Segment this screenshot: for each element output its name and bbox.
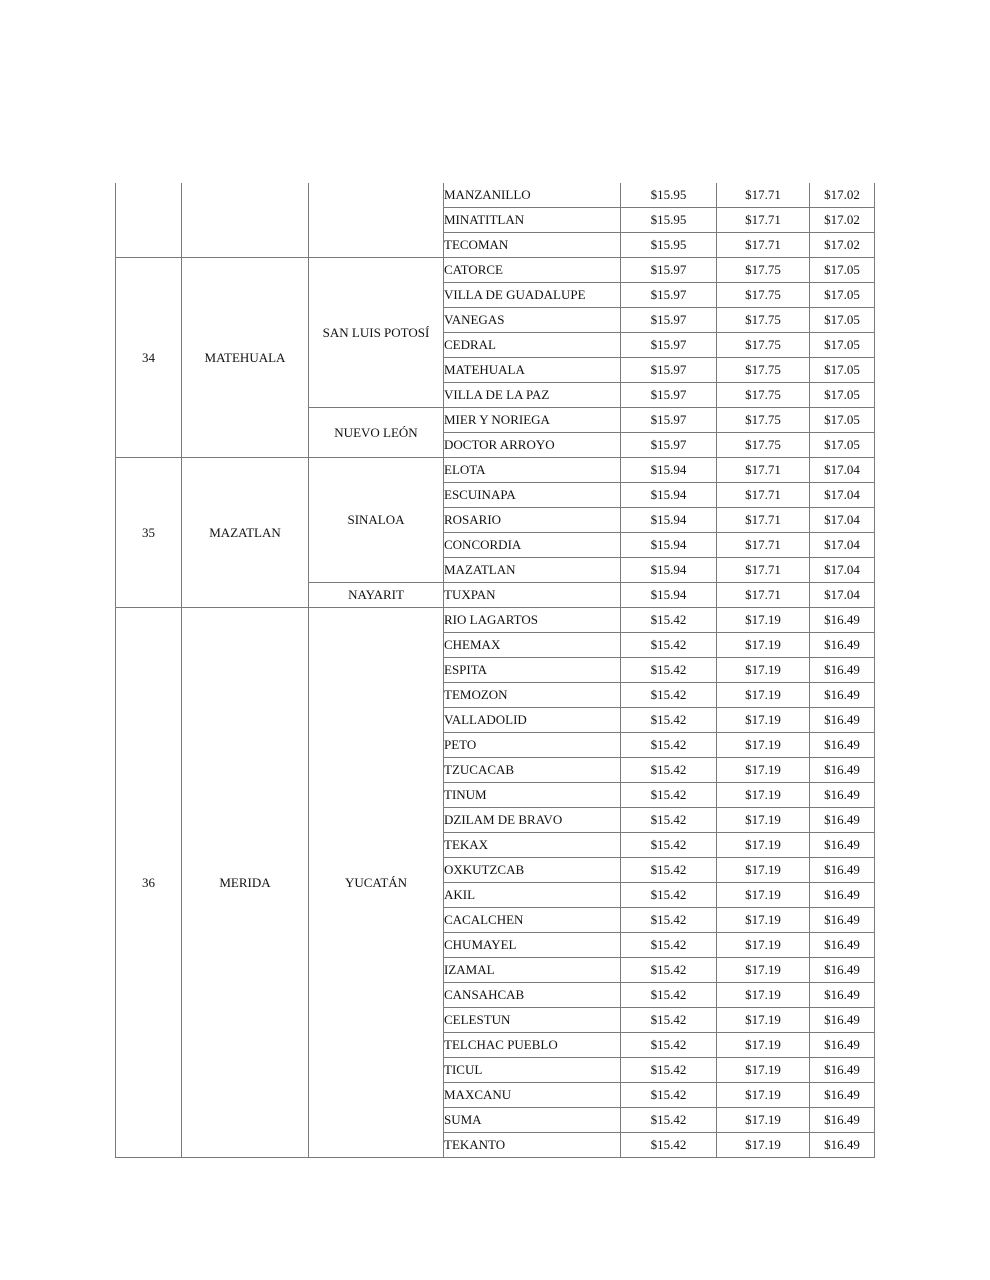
price-cell-3: $17.05 (810, 333, 875, 358)
price-cell-2: $17.75 (717, 333, 810, 358)
price-cell-1: $15.97 (621, 383, 717, 408)
price-cell-1: $15.42 (621, 683, 717, 708)
municipality-cell: PETO (444, 733, 621, 758)
price-cell-1: $15.42 (621, 733, 717, 758)
price-cell-1: $15.97 (621, 408, 717, 433)
municipality-cell: IZAMAL (444, 958, 621, 983)
price-cell-2: $17.19 (717, 808, 810, 833)
price-cell-1: $15.42 (621, 933, 717, 958)
price-cell-2: $17.75 (717, 283, 810, 308)
price-cell-2: $17.19 (717, 833, 810, 858)
table-row (116, 258, 875, 283)
table-row (116, 458, 875, 483)
municipality-cell: MAZATLAN (444, 558, 621, 583)
municipality-cell: ROSARIO (444, 508, 621, 533)
price-cell-2: $17.71 (717, 583, 810, 608)
municipality-cell: CHUMAYEL (444, 933, 621, 958)
price-table-body (116, 183, 875, 1158)
price-cell-1: $15.94 (621, 483, 717, 508)
price-cell-3: $16.49 (810, 1133, 875, 1158)
price-cell-3: $16.49 (810, 983, 875, 1008)
municipality-cell: TEMOZON (444, 683, 621, 708)
price-cell-1: $15.42 (621, 1083, 717, 1108)
price-cell-1: $15.42 (621, 1133, 717, 1158)
municipality-cell: RIO LAGARTOS (444, 608, 621, 633)
price-cell-1: $15.97 (621, 333, 717, 358)
municipality-cell: TECOMAN (444, 233, 621, 258)
price-cell-2: $17.19 (717, 658, 810, 683)
price-cell-1: $15.42 (621, 833, 717, 858)
price-cell-3: $17.04 (810, 533, 875, 558)
price-cell-3: $16.49 (810, 833, 875, 858)
price-cell-1: $15.97 (621, 258, 717, 283)
municipality-cell: TEKANTO (444, 1133, 621, 1158)
price-cell-1: $15.42 (621, 1108, 717, 1133)
price-cell-3: $16.49 (810, 783, 875, 808)
price-cell-2: $17.19 (717, 683, 810, 708)
price-cell-2: $17.71 (717, 533, 810, 558)
state-cell (309, 183, 444, 258)
municipality-cell: VILLA DE GUADALUPE (444, 283, 621, 308)
region-city-cell (182, 183, 309, 258)
municipality-cell: VILLA DE LA PAZ (444, 383, 621, 408)
price-cell-2: $17.19 (717, 1133, 810, 1158)
price-cell-2: $17.19 (717, 608, 810, 633)
state-cell: SINALOA (309, 458, 444, 583)
price-cell-1: $15.97 (621, 433, 717, 458)
price-cell-3: $16.49 (810, 958, 875, 983)
price-cell-3: $16.49 (810, 883, 875, 908)
municipality-cell: OXKUTZCAB (444, 858, 621, 883)
price-cell-1: $15.94 (621, 508, 717, 533)
municipality-cell: DZILAM DE BRAVO (444, 808, 621, 833)
price-cell-3: $17.02 (810, 233, 875, 258)
price-cell-2: $17.19 (717, 1108, 810, 1133)
price-cell-1: $15.95 (621, 208, 717, 233)
municipality-cell: CEDRAL (444, 333, 621, 358)
municipality-cell: CHEMAX (444, 633, 621, 658)
municipality-cell: TUXPAN (444, 583, 621, 608)
municipality-cell: ELOTA (444, 458, 621, 483)
municipality-cell: VANEGAS (444, 308, 621, 333)
price-cell-2: $17.19 (717, 633, 810, 658)
price-cell-2: $17.19 (717, 983, 810, 1008)
price-cell-1: $15.94 (621, 558, 717, 583)
price-cell-1: $15.42 (621, 958, 717, 983)
region-number-cell (116, 183, 182, 258)
price-cell-1: $15.95 (621, 183, 717, 208)
price-cell-1: $15.42 (621, 1058, 717, 1083)
price-cell-3: $17.05 (810, 383, 875, 408)
table-row (116, 183, 875, 208)
price-cell-2: $17.19 (717, 1058, 810, 1083)
municipality-cell: ESCUINAPA (444, 483, 621, 508)
price-cell-1: $15.42 (621, 1008, 717, 1033)
price-cell-3: $17.04 (810, 558, 875, 583)
region-number-cell: 36 (116, 608, 182, 1158)
price-cell-1: $15.42 (621, 858, 717, 883)
price-cell-3: $16.49 (810, 933, 875, 958)
price-cell-3: $17.05 (810, 283, 875, 308)
municipality-cell: ESPITA (444, 658, 621, 683)
price-cell-3: $17.04 (810, 583, 875, 608)
price-cell-2: $17.19 (717, 1033, 810, 1058)
price-cell-3: $17.05 (810, 408, 875, 433)
price-cell-3: $16.49 (810, 683, 875, 708)
price-cell-2: $17.71 (717, 483, 810, 508)
municipality-cell: MINATITLAN (444, 208, 621, 233)
price-cell-2: $17.71 (717, 208, 810, 233)
price-cell-3: $16.49 (810, 733, 875, 758)
price-cell-3: $16.49 (810, 758, 875, 783)
price-cell-3: $16.49 (810, 808, 875, 833)
price-cell-2: $17.19 (717, 908, 810, 933)
price-cell-2: $17.75 (717, 383, 810, 408)
municipality-cell: TZUCACAB (444, 758, 621, 783)
price-cell-1: $15.42 (621, 708, 717, 733)
price-cell-2: $17.19 (717, 858, 810, 883)
municipality-cell: CANSAHCAB (444, 983, 621, 1008)
price-cell-1: $15.97 (621, 358, 717, 383)
price-cell-2: $17.71 (717, 183, 810, 208)
price-cell-3: $16.49 (810, 1008, 875, 1033)
municipality-cell: TEKAX (444, 833, 621, 858)
price-cell-2: $17.19 (717, 958, 810, 983)
price-cell-1: $15.97 (621, 308, 717, 333)
price-cell-3: $17.02 (810, 183, 875, 208)
municipality-cell: DOCTOR ARROYO (444, 433, 621, 458)
price-cell-3: $16.49 (810, 633, 875, 658)
price-cell-2: $17.19 (717, 708, 810, 733)
price-cell-1: $15.42 (621, 608, 717, 633)
municipality-cell: TICUL (444, 1058, 621, 1083)
price-table (115, 183, 875, 1158)
municipality-cell: MANZANILLO (444, 183, 621, 208)
price-cell-1: $15.95 (621, 233, 717, 258)
state-cell: NAYARIT (309, 583, 444, 608)
price-cell-2: $17.19 (717, 1008, 810, 1033)
price-cell-2: $17.75 (717, 258, 810, 283)
price-cell-3: $17.05 (810, 258, 875, 283)
region-city-cell: MAZATLAN (182, 458, 309, 608)
price-cell-2: $17.19 (717, 758, 810, 783)
price-cell-3: $16.49 (810, 1033, 875, 1058)
price-cell-3: $16.49 (810, 1108, 875, 1133)
price-cell-1: $15.97 (621, 283, 717, 308)
price-cell-2: $17.19 (717, 883, 810, 908)
price-cell-3: $16.49 (810, 608, 875, 633)
price-cell-1: $15.42 (621, 658, 717, 683)
price-cell-3: $16.49 (810, 1083, 875, 1108)
municipality-cell: CONCORDIA (444, 533, 621, 558)
municipality-cell: TINUM (444, 783, 621, 808)
price-cell-3: $17.05 (810, 433, 875, 458)
price-cell-1: $15.94 (621, 458, 717, 483)
price-cell-1: $15.42 (621, 883, 717, 908)
price-cell-2: $17.19 (717, 783, 810, 808)
region-number-cell: 34 (116, 258, 182, 458)
municipality-cell: TELCHAC PUEBLO (444, 1033, 621, 1058)
state-cell: NUEVO LEÓN (309, 408, 444, 458)
price-cell-1: $15.42 (621, 758, 717, 783)
price-cell-3: $16.49 (810, 908, 875, 933)
municipality-cell: AKIL (444, 883, 621, 908)
price-cell-1: $15.42 (621, 1033, 717, 1058)
municipality-cell: VALLADOLID (444, 708, 621, 733)
municipality-cell: MATEHUALA (444, 358, 621, 383)
price-cell-2: $17.71 (717, 508, 810, 533)
price-cell-2: $17.75 (717, 308, 810, 333)
price-cell-1: $15.42 (621, 983, 717, 1008)
price-cell-1: $15.42 (621, 908, 717, 933)
price-cell-1: $15.94 (621, 583, 717, 608)
region-number-cell: 35 (116, 458, 182, 608)
region-city-cell: MERIDA (182, 608, 309, 1158)
state-cell: SAN LUIS POTOSÍ (309, 258, 444, 408)
municipality-cell: SUMA (444, 1108, 621, 1133)
table-row (116, 608, 875, 633)
price-cell-1: $15.42 (621, 783, 717, 808)
price-cell-1: $15.42 (621, 808, 717, 833)
price-cell-1: $15.42 (621, 633, 717, 658)
price-cell-2: $17.19 (717, 733, 810, 758)
price-cell-3: $16.49 (810, 658, 875, 683)
state-cell: YUCATÁN (309, 608, 444, 1158)
price-cell-2: $17.75 (717, 408, 810, 433)
price-cell-1: $15.94 (621, 533, 717, 558)
price-cell-2: $17.71 (717, 233, 810, 258)
municipality-cell: MIER Y NORIEGA (444, 408, 621, 433)
price-cell-3: $16.49 (810, 1058, 875, 1083)
price-cell-3: $17.04 (810, 458, 875, 483)
price-cell-3: $17.05 (810, 358, 875, 383)
municipality-cell: CATORCE (444, 258, 621, 283)
price-cell-2: $17.19 (717, 1083, 810, 1108)
price-cell-3: $17.05 (810, 308, 875, 333)
price-cell-3: $17.02 (810, 208, 875, 233)
price-cell-2: $17.71 (717, 558, 810, 583)
price-cell-3: $17.04 (810, 508, 875, 533)
price-cell-2: $17.75 (717, 358, 810, 383)
price-cell-3: $16.49 (810, 858, 875, 883)
price-cell-2: $17.71 (717, 458, 810, 483)
municipality-cell: MAXCANU (444, 1083, 621, 1108)
municipality-cell: CACALCHEN (444, 908, 621, 933)
region-city-cell: MATEHUALA (182, 258, 309, 458)
price-cell-2: $17.19 (717, 933, 810, 958)
municipality-cell: CELESTUN (444, 1008, 621, 1033)
price-cell-3: $17.04 (810, 483, 875, 508)
price-cell-3: $16.49 (810, 708, 875, 733)
price-cell-2: $17.75 (717, 433, 810, 458)
